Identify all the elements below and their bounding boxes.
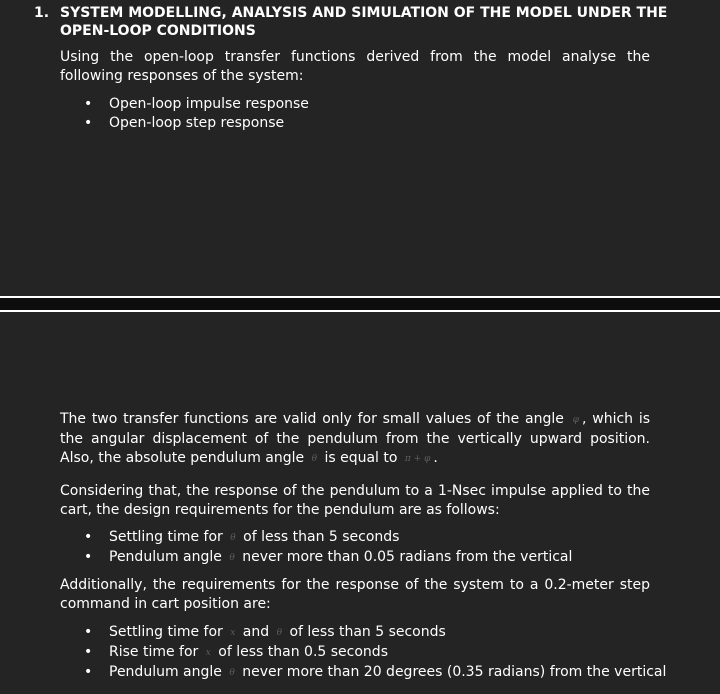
phi-symbol: φ [572,415,580,425]
theta-symbol: θ [276,628,283,638]
list-item [84,528,684,548]
page-top-section [0,0,720,296]
list-item [84,623,684,643]
section-heading [34,4,674,40]
list-item-text: Settling time for [109,624,223,640]
intro-bullet-list [84,95,684,133]
step-bullet-list [84,623,684,683]
pi-plus-phi-symbol: π + φ [404,454,431,464]
theta-symbol: θ [311,454,317,464]
list-item-text: Rise time for [109,644,199,660]
list-item-text: never more than 20 degrees (0.35 radians) from the vertical [242,664,667,680]
theta-symbol: θ [229,668,235,678]
list-item: • Open-loop step response [84,114,684,133]
impulse-paragraph: Considering that, the response of the pendulum to a 1-Nsec impulse applied to the cart, the design requirements for the pendulum are as follows: [60,483,650,518]
x-symbol: x [205,648,211,658]
validity-text-4: . [433,450,438,466]
section-number: 1. [34,5,50,21]
section-title: SYSTEM MODELLING, ANALYSIS AND SIMULATION OF THE MODEL UNDER THE OPEN-LOOP CONDITIONS [60,5,668,39]
impulse-bullet-list [84,528,684,568]
theta-symbol: θ [229,553,235,563]
list-item-text: and [242,624,270,640]
theta-symbol: θ [230,533,236,543]
list-item-text: of less than 5 seconds [289,624,446,640]
list-item: • Open-loop impulse response [84,95,684,114]
x-symbol: x [230,628,236,638]
list-item [84,643,684,663]
intro-paragraph: Using the open-loop transfer functions derived from the model analyse the following responses of the system: [60,49,650,84]
list-item-text: never more than 0.05 radians from the vertical [242,549,573,565]
step-paragraph: Additionally, the requirements for the response of the system to a 0.2-meter step command in cart position are: [60,577,650,612]
list-item-text: Pendulum angle [109,664,222,680]
page-break-divider [0,296,720,312]
list-item-text: of less than 5 seconds [243,529,400,545]
list-item [84,548,684,568]
page-bottom-section [0,312,720,694]
validity-paragraph [60,410,650,469]
list-item-text: Settling time for [109,529,223,545]
list-item [84,663,684,683]
validity-text-1: The two transfer functions are valid only for small values of the angle [60,411,564,427]
list-item-text: of less than 0.5 seconds [218,644,388,660]
validity-text-2: , which is the angular displacement of the pendulum from the vertically upward position. Also, the absolute pendulum angle [60,411,651,466]
list-item-text: Pendulum angle [109,549,222,565]
validity-text-3: is equal to [324,450,398,466]
